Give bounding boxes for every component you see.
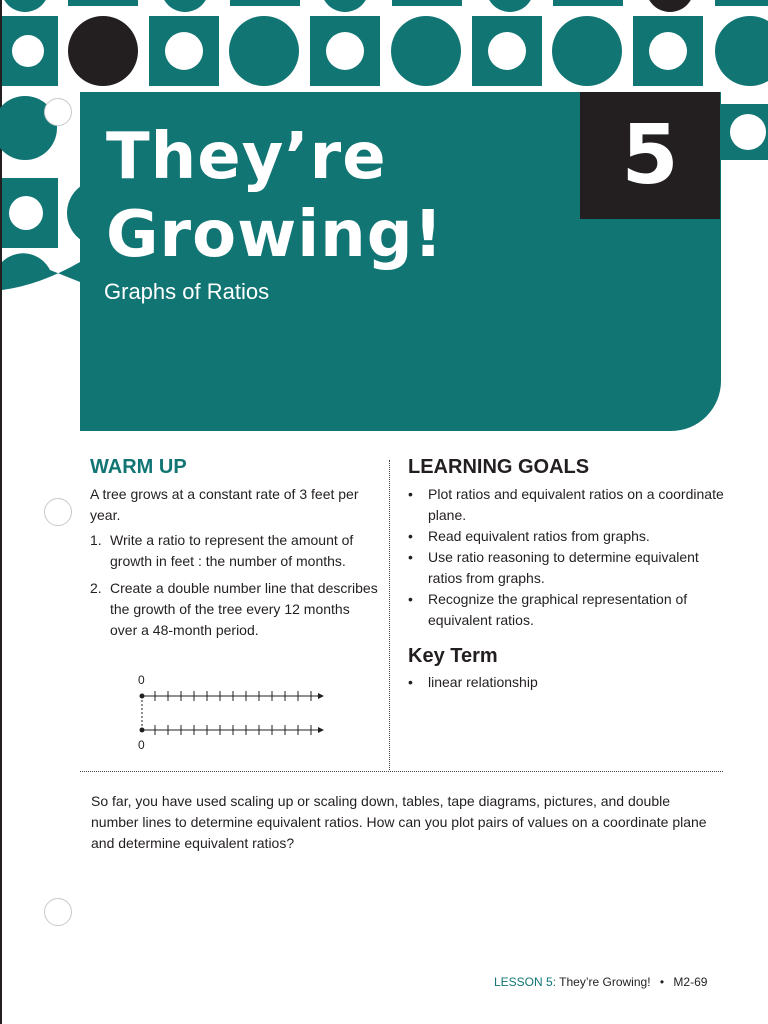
numberline-origin-dot (140, 728, 145, 733)
section-divider (80, 771, 723, 772)
bullet-icon: • (408, 591, 413, 607)
arrow-icon (318, 727, 324, 733)
footer-separator: • (659, 975, 665, 989)
footer-lesson-title: They’re Growing! (559, 975, 651, 989)
lesson-subtitle: Graphs of Ratios (104, 279, 270, 304)
punch-hole-middle (44, 498, 72, 526)
footer-page-number: M2-69 (673, 975, 708, 989)
footer-lesson-label: LESSON 5: (494, 975, 557, 989)
learning-goal-text: Plot ratios and equivalent ratios on a coordinate plane. (428, 486, 724, 523)
learning-goals-heading: LEARNING GOALS (408, 456, 590, 478)
warm-up-intro: A tree grows at a constant rate of 3 feet per year. (90, 486, 359, 523)
key-term-item (406, 672, 726, 693)
key-term-list (406, 672, 726, 693)
learning-goal-item (406, 484, 726, 526)
warm-up-item-number: 2. (90, 580, 102, 596)
page-footer (494, 975, 707, 989)
title-line-2: Growing! (106, 198, 444, 272)
warm-up-list (90, 530, 380, 647)
lesson-title (106, 118, 444, 274)
warm-up-item-number: 1. (90, 532, 102, 548)
learning-goals-list (406, 484, 726, 631)
learning-goal-item (406, 589, 726, 631)
learning-goal-item (406, 547, 726, 589)
bullet-icon: • (408, 528, 413, 544)
intro-paragraph: So far, you have used scaling up or scaling down, tables, tape diagrams, pictures, and double number lines to determine equivalent ratios. How can you plot pairs of values on a coordinate plane and determine equivalent ratios? (91, 793, 707, 851)
learning-goal-text: Use ratio reasoning to determine equivalent ratios from graphs. (428, 549, 699, 586)
warm-up-item-text: Create a double number line that describes the growth of the tree every 12 months over a 48-month period. (110, 580, 378, 638)
warm-up-heading: WARM UP (90, 456, 187, 478)
arrow-icon (318, 693, 324, 699)
bullet-icon: • (408, 549, 413, 565)
numberline-origin-dot (140, 694, 145, 699)
key-term-text: linear relationship (428, 674, 538, 690)
double-number-line (130, 672, 330, 752)
numberline-bottom-zero: 0 (138, 738, 145, 752)
punch-hole-top (44, 98, 72, 126)
bullet-icon: • (408, 486, 413, 502)
warm-up-item (90, 578, 380, 641)
column-divider (389, 460, 390, 770)
learning-goal-text: Recognize the graphical representation of equivalent ratios. (428, 591, 688, 628)
warm-up-item (90, 530, 380, 572)
title-line-1: They’re (106, 120, 387, 194)
bullet-icon: • (408, 674, 413, 690)
learning-goal-item (406, 526, 726, 547)
numberline-axes (140, 691, 325, 735)
punch-hole-bottom (44, 898, 72, 926)
lesson-number-badge: 5 (580, 92, 720, 219)
warm-up-item-text: Write a ratio to represent the amount of growth in feet : the number of months. (110, 532, 354, 569)
learning-goal-text: Read equivalent ratios from graphs. (428, 528, 650, 544)
numberline-top-zero: 0 (138, 673, 145, 687)
key-term-heading: Key Term (408, 645, 498, 667)
